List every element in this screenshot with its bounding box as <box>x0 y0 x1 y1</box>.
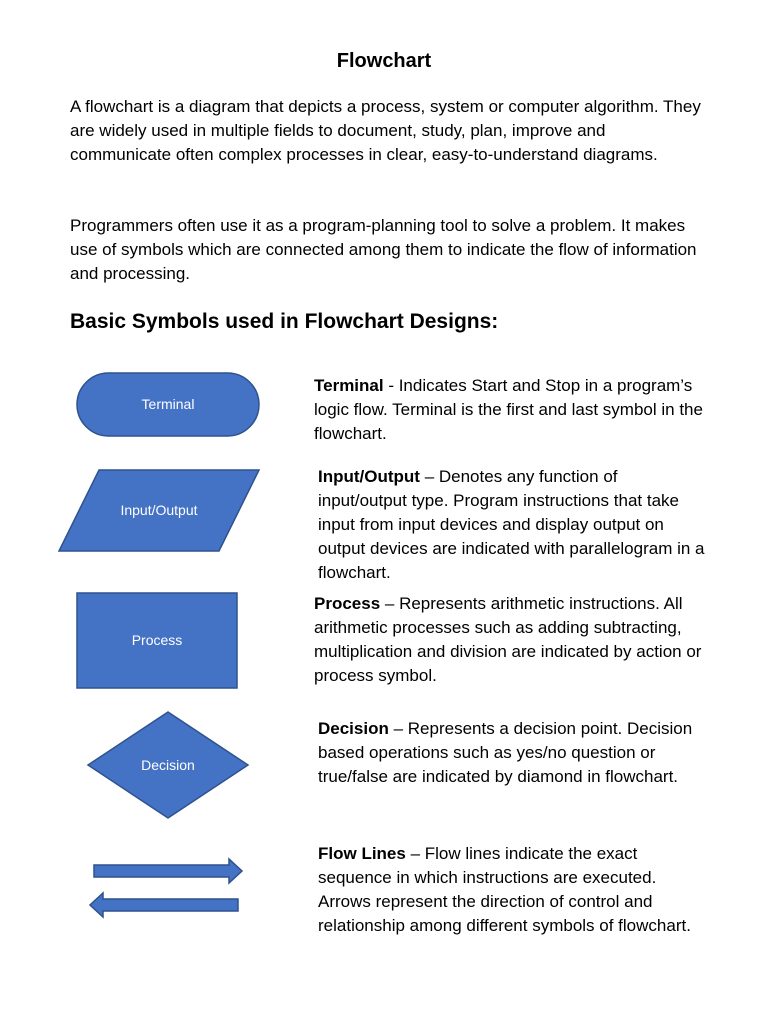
flow-lines-separator: – <box>405 844 425 863</box>
decision-description-text: Represents a decision point. Decision based operations such as yes/no question or true/false are indicated by diamond in flowchart. <box>318 719 693 786</box>
decision-term: Decision <box>318 719 389 738</box>
arrow-left-icon <box>90 893 238 917</box>
input-output-term: Input/Output <box>318 467 420 486</box>
input-output-description <box>318 465 708 585</box>
intro-paragraph-1: A flowchart is a diagram that depicts a process, system or computer algorithm. They are widely used in multiple fields to document, study, plan, improve and communicate often complex processes in clear, easy-to-understand diagrams. <box>70 97 701 164</box>
terminal-symbol <box>77 373 259 436</box>
decision-separator: – <box>388 719 408 738</box>
terminal-shape-label: Terminal <box>141 396 195 412</box>
input-output-shape-label: Input/Output <box>120 502 198 518</box>
flow-lines-term: Flow Lines <box>318 844 406 863</box>
process-separator: – <box>380 594 400 613</box>
terminal-term: Terminal <box>314 376 384 395</box>
input-output-separator: – <box>419 467 439 486</box>
process-description <box>314 592 704 688</box>
terminal-separator: - <box>383 376 399 395</box>
decision-shape-label: Decision <box>141 757 195 773</box>
input-output-symbol <box>59 470 259 551</box>
process-description-text: Represents arithmetic instructions. All arithmetic processes such as adding subtracting, multiplication and division are indicated by action or process symbol. <box>314 594 702 685</box>
flow-lines-symbol <box>90 859 242 917</box>
process-shape-label: Process <box>131 632 183 648</box>
flow-lines-description <box>318 842 698 938</box>
terminal-description-text: Indicates Start and Stop in a program’s logic flow. Terminal is the first and last symbol in the flowchart. <box>314 376 703 443</box>
section-heading: Basic Symbols used in Flowchart Designs: <box>70 310 499 333</box>
flow-lines-description-text: Flow lines indicate the exact sequence in which instructions are executed. Arrows represent the direction of control and relationship among different symbols of flowchart. <box>318 844 691 935</box>
process-term: Process <box>314 594 381 613</box>
input-output-description-text: Denotes any function of input/output type. Program instructions that take input from input devices and display output on output devices are indicated with parallelogram in a flowchart. <box>318 467 705 582</box>
arrow-right-icon <box>94 859 242 883</box>
symbols-diagram <box>0 0 300 1024</box>
page-title: Flowchart <box>336 50 432 72</box>
terminal-description <box>314 374 704 446</box>
decision-symbol <box>88 712 248 818</box>
intro-paragraph-2: Programmers often use it as a program-planning tool to solve a problem. It makes use of symbols which are connected among them to indicate the flow of information and processing. <box>70 216 697 283</box>
decision-description <box>318 717 708 789</box>
process-symbol <box>77 593 237 688</box>
